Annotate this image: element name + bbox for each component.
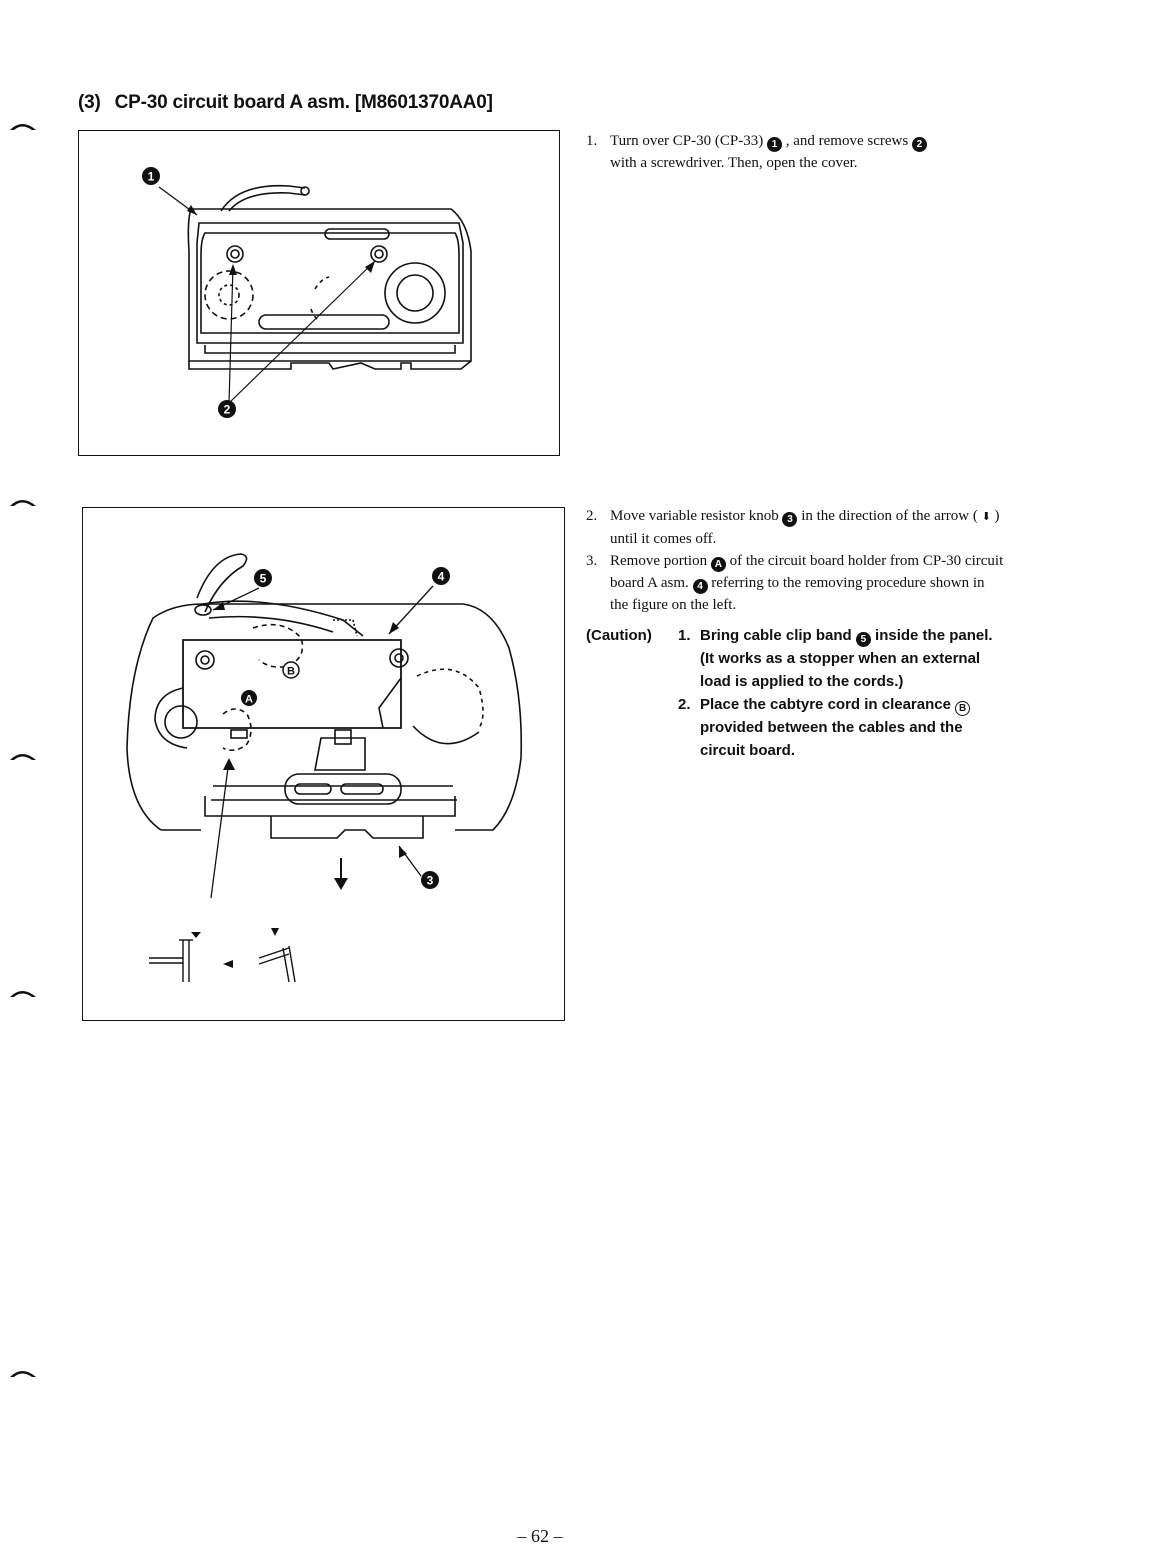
- margin-mark: [8, 748, 38, 764]
- figure1-callout-1: [142, 167, 160, 185]
- callout-badge: 5: [856, 632, 871, 647]
- margin-mark: [8, 1365, 38, 1381]
- step-text: Turn over CP-30 (CP-33): [610, 133, 764, 149]
- caution-text: Place the cabtyre cord in clearance: [700, 696, 951, 713]
- section-title: CP-30 circuit board A asm. [M8601370AA0]: [114, 92, 493, 113]
- figure-cover-screws: [78, 130, 560, 456]
- steps-2-3: [586, 505, 1004, 616]
- callout-badge: 3: [782, 512, 797, 527]
- caution-number: 2.: [678, 696, 691, 713]
- svg-text:A: A: [245, 693, 253, 706]
- svg-text:B: B: [287, 665, 295, 678]
- figure2-callout-3: [421, 871, 439, 889]
- margin-mark: [8, 494, 38, 510]
- step-3: [586, 550, 1004, 616]
- caution-label: (Caution): [586, 627, 652, 644]
- callout-badge: 4: [693, 579, 708, 594]
- board-illustration: [83, 508, 564, 1020]
- callout-badge: 2: [912, 137, 927, 152]
- step-1: [586, 130, 1004, 174]
- step-text: , and remove screws: [785, 133, 909, 149]
- section-number: (3): [78, 92, 101, 113]
- page-number: – 62 –: [517, 1526, 563, 1546]
- caution-text: inside the panel. (It works as a stopper when an external load is applied to the cords.): [700, 627, 993, 690]
- step-2: [586, 505, 1004, 550]
- callout-badge: B: [955, 701, 970, 716]
- step-text: with a screwdriver. Then, open the cover.: [610, 155, 858, 171]
- step-text: of the circuit board holder from CP-30 circuit board A asm.: [610, 553, 1004, 591]
- caution-text: Bring cable clip band: [700, 627, 852, 644]
- figure1-callout-2: [218, 400, 236, 418]
- step-text: in the direction of the arrow (: [801, 508, 978, 524]
- figure2-callout-5: [254, 569, 272, 587]
- svg-text:4: 4: [437, 569, 445, 584]
- margin-mark: [8, 985, 38, 1001]
- callout-badge: 1: [767, 137, 782, 152]
- down-arrow-icon: ⬇: [981, 511, 991, 523]
- figure-board-removal: [82, 507, 565, 1021]
- section-heading: [78, 92, 493, 114]
- figure2-callout-a: [241, 690, 257, 706]
- step-text: Remove portion: [610, 553, 708, 569]
- figure2-callout-b: [283, 662, 299, 678]
- caution-block: [586, 624, 1006, 762]
- step-number: 2.: [586, 508, 598, 524]
- callout-badge: A: [711, 557, 726, 572]
- cover-illustration: [79, 131, 559, 455]
- step-text: Move variable resistor knob: [610, 508, 779, 524]
- caution-item-2: [678, 693, 1006, 762]
- svg-text:2: 2: [223, 402, 231, 417]
- figure2-callout-4: [432, 567, 450, 585]
- svg-text:1: 1: [147, 169, 155, 184]
- svg-text:5: 5: [259, 571, 267, 586]
- svg-text:3: 3: [426, 873, 434, 888]
- step-number: 3.: [586, 553, 598, 569]
- margin-mark: [8, 118, 38, 134]
- caution-item-1: [678, 624, 1006, 693]
- caution-number: 1.: [678, 627, 691, 644]
- step-number: 1.: [586, 133, 598, 149]
- step-text: referring to the removing procedure shown in the figure on the left.: [610, 575, 985, 613]
- caution-text: provided between the cables and the circuit board.: [700, 719, 963, 759]
- step-text: ) until it comes off.: [610, 508, 1000, 547]
